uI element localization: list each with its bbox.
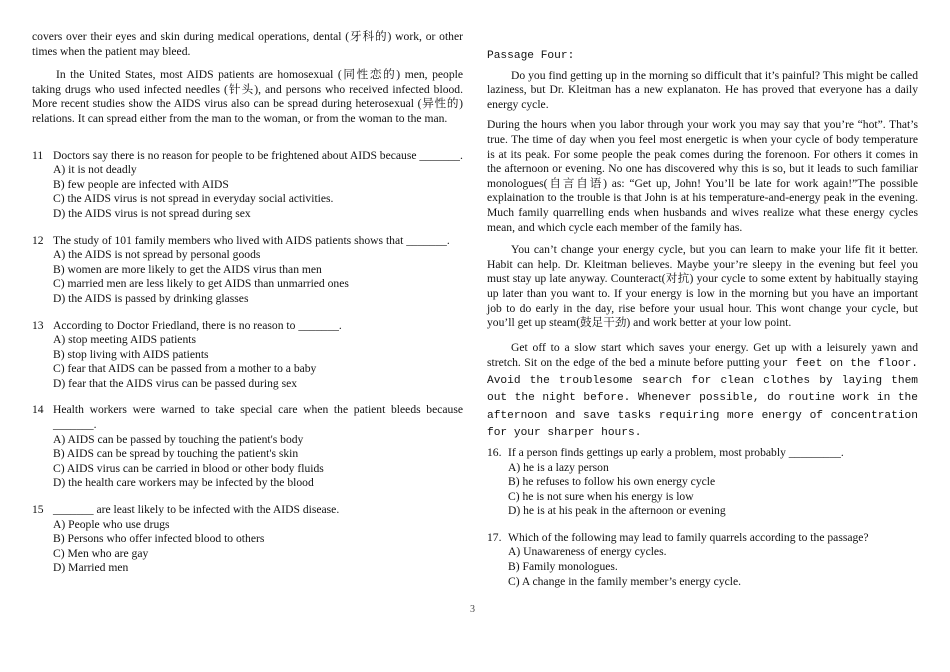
question-16: 16. If a person finds gettings up early a problem, most probably _________. A) he is a lazy person B) he refuses to follow his own energy cycle C) he is not sure when his energy is low D) he is at his peak in the afternoon or evening bbox=[487, 446, 918, 519]
option: D) the AIDS is passed by drinking glasses bbox=[53, 291, 249, 305]
us-paragraph: In the United States, most AIDS patients are homosexual (同性恋的) men, people taking drugs who used infected needles (针头), and persons who received infected blood. More recent studies show the AIDS virus also can be spread during heterosexual (异性的) relations. It can spread either from the man to the woman, or from the woman to the man. bbox=[32, 68, 463, 125]
question-12: 12 The study of 101 family members who lived with AIDS patients shows that _______. A) the AIDS is not spread by personal goods B) women are more likely to get the AIDS virus than men C) married men are less likely to get AIDS than unmarried ones D) the AIDS is passed by drinking glasses bbox=[32, 234, 463, 307]
option: D) fear that the AIDS virus can be passed during sex bbox=[53, 376, 298, 390]
page-number: 3 bbox=[470, 604, 475, 615]
option: D) he is at his peak in the afternoon or evening bbox=[508, 504, 726, 518]
option: A) AIDS can be passed by touching the patient's body bbox=[53, 432, 304, 446]
option: D) the AIDS virus is not spread during sex bbox=[53, 206, 251, 220]
right-column bbox=[487, 49, 918, 589]
option: C) married men are less likely to get AIDS than unmarried ones bbox=[53, 277, 349, 291]
option: B) AIDS can be spread by touching the patient's skin bbox=[53, 447, 299, 461]
option: D) the health care workers may be infected by the blood bbox=[53, 476, 314, 490]
option: B) women are more likely to get the AIDS virus than men bbox=[53, 262, 322, 276]
question-15: 15 _______ are least likely to be infected with the AIDS disease. A) People who use drugs B) Persons who offer infected blood to others C) Men who are gay D) Married men bbox=[32, 503, 463, 576]
option: A) he is a lazy person bbox=[508, 460, 609, 474]
option: B) Persons who offer infected blood to others bbox=[53, 532, 265, 546]
passage-paragraph-1: Do you find getting up in the morning so difficult that it’s painful? This might be called laziness, but Dr. Kleitman has a new explanaton. He has proved that everyone has a daily energy cycle. bbox=[487, 68, 918, 111]
option: A) stop meeting AIDS patients bbox=[53, 333, 196, 347]
option: A) it is not deadly bbox=[53, 163, 137, 177]
option: A) the AIDS is not spread by personal goods bbox=[53, 248, 261, 262]
passage-title: Passage Four: bbox=[487, 50, 575, 62]
option: B) few people are infected with AIDS bbox=[53, 177, 229, 191]
passage-paragraph-2: During the hours when you labor through your work you may say that you’re “hot”. That’s true. The time of day when you feel most energetic is when your cycle of body temperature is at its peak. For some people the peak comes during the forenoon. For others it comes in the afternoon or evening. No one has discovered why this is so, but it leads to such familiar monologues(自言自语) as: “Get up, John! You’ll be late for work again!”The possible explaination to the trouble is that John is at his temperature-and-energy peak in the evening. Much family quarrelling ends when husbands and wives realize what these energy cycles mean, and which cycle each member of the family has. bbox=[487, 118, 918, 234]
option: C) fear that AIDS can be passed from a mother to a baby bbox=[53, 362, 317, 376]
question-17: 17. Which of the following may lead to family quarrels according to the passage? A) Unawareness of energy cycles. B) Family monologues. C) A change in the family member’s energy cycle. bbox=[487, 531, 918, 589]
option: B) stop living with AIDS patients bbox=[53, 347, 209, 361]
option: B) Family monologues. bbox=[508, 560, 618, 574]
question-14: 14 Health workers were warned to take special care when the patient bleeds because _______. A) AIDS can be passed by touching the patient's body B) AIDS can be spread by touching the patient's skin C) AIDS virus can be carried in blood or other body fluids D) the health care workers may be infected by the blood bbox=[32, 403, 463, 490]
option: B) he refuses to follow his own energy cycle bbox=[508, 475, 716, 489]
option: D) Married men bbox=[53, 561, 129, 575]
question-13: 13 According to Doctor Friedland, there is no reason to _______. A) stop meeting AIDS patients B) stop living with AIDS patients C) fear that AIDS can be passed from a mother to a baby D) fear that the AIDS virus can be passed during sex bbox=[32, 319, 463, 392]
continued-paragraph: covers over their eyes and skin during medical operations, dental (牙科的) work, or other times when the patient may bleed. bbox=[32, 30, 463, 58]
left-column bbox=[32, 30, 463, 576]
passage-paragraph-3: You can’t change your energy cycle, but you can learn to make your life fit it better. Habit can help. Dr. Kleitman believes. Maybe your’re sleepy in the evening but feel you must stay up late anyway. Counteract(对抗) your cycle to some extent by habitually staying up later than you want to. If your energy is low in the morning but you have an important job to do early in the day, rise before your usual hour. This wont change your cycle, but you’ll get up steam(鼓足干劲) and work better at your low point. bbox=[487, 243, 918, 330]
option: C) the AIDS virus is not spread in everyday social activities. bbox=[53, 192, 334, 206]
passage-paragraph-4: Get off to a slow start which saves your energy. Get up with a leisurely yawn and stretch. Sit on the edge of the bed a minute before putting your feet on the floor. Avoid the troublesome search for clean clothes by laying them out the night before. Whenever possible, do routine work in the afternoon and save tasks requiring more energy of concentration for your sharper hours. bbox=[487, 340, 918, 439]
question-11: 11 Doctors say there is no reason for people to be frightened about AIDS because _______. A) it is not deadly B) few people are infected with AIDS C) the AIDS virus is not spread in everyday social activities. D) the AIDS virus is not spread during sex bbox=[32, 148, 463, 220]
option: A) Unawareness of energy cycles. bbox=[508, 545, 667, 559]
option: A) People who use drugs bbox=[53, 517, 170, 531]
option: C) AIDS virus can be carried in blood or other body fluids bbox=[53, 461, 324, 475]
option: C) he is not sure when his energy is low bbox=[508, 489, 694, 503]
option: C) A change in the family member’s energy cycle. bbox=[508, 574, 741, 588]
option: C) Men who are gay bbox=[53, 546, 149, 560]
